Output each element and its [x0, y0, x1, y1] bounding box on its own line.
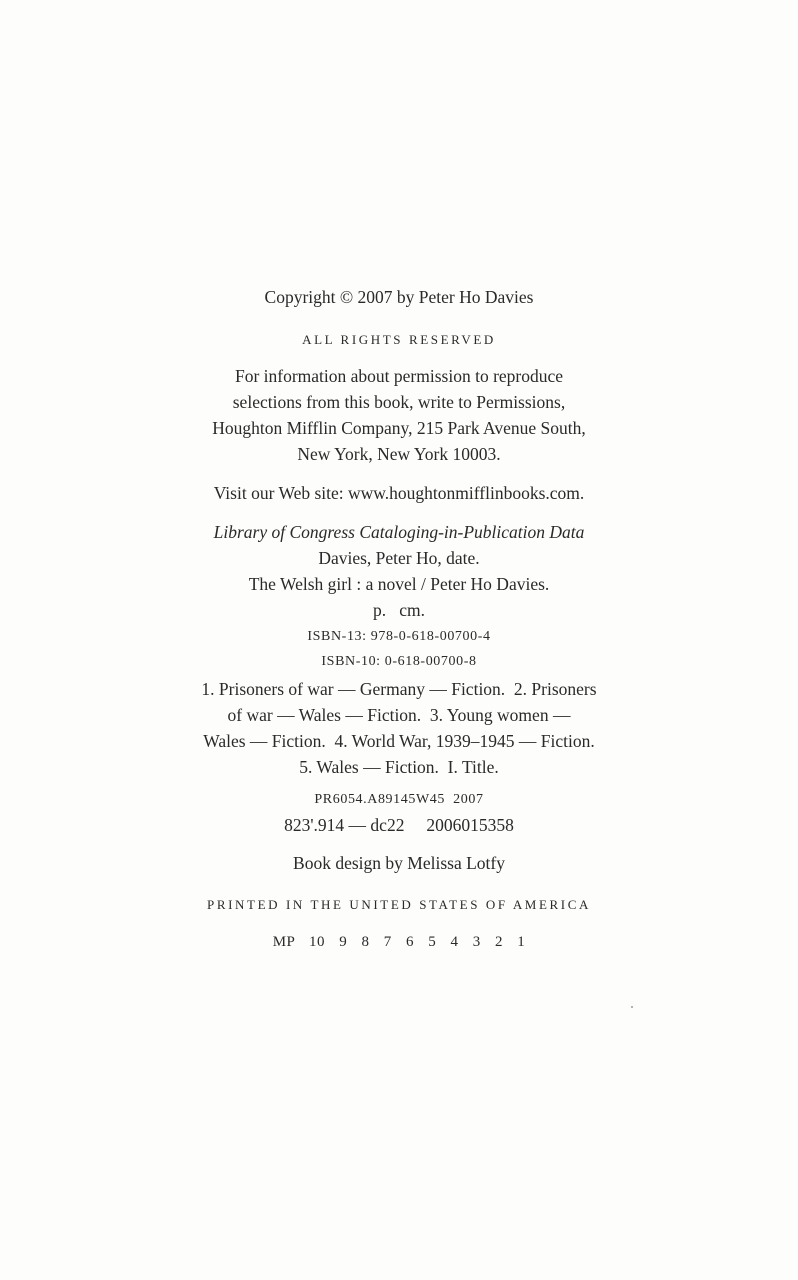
cip-heading: Library of Congress Cataloging-in-Publication Data — [213, 522, 585, 542]
permissions-line-3: Houghton Mifflin Company, 215 Park Avenue South, — [212, 418, 586, 438]
printed-in-usa: PRINTED IN THE UNITED STATES OF AMERICA — [207, 897, 591, 912]
printing-line: MP 10 9 8 7 6 5 4 3 2 1 — [272, 934, 526, 950]
copyright-line: Copyright © 2007 by Peter Ho Davies — [264, 287, 534, 307]
all-rights-reserved: ALL RIGHTS RESERVED — [302, 332, 496, 347]
cip-isbn13: ISBN-13: 978-0-618-00700-4 — [307, 629, 491, 644]
cip-isbn10: ISBN-10: 0-618-00700-8 — [321, 654, 477, 669]
cip-subjects-line-2: of war — Wales — Fiction. 3. Young women — — [227, 705, 571, 725]
website-line: Visit our Web site: www.houghtonmifflinbooks.com. — [213, 483, 585, 503]
book-design-credit: Book design by Melissa Lotfy — [293, 853, 505, 873]
cip-title: The Welsh girl : a novel / Peter Ho Davies. — [248, 574, 550, 594]
cip-subjects-line-4: 5. Wales — Fiction. I. Title. — [299, 757, 499, 777]
cip-dewey: 823'.914 — dc22 2006015358 — [284, 815, 514, 835]
permissions-line-1: For information about permission to reproduce — [234, 366, 564, 386]
cip-call-number: PR6054.A89145W45 2007 — [314, 792, 484, 807]
cip-author: Davies, Peter Ho, date. — [318, 548, 480, 568]
permissions-line-2: selections from this book, write to Permissions, — [232, 392, 566, 412]
cip-subjects-line-3: Wales — Fiction. 4. World War, 1939–1945 — Fiction. — [203, 731, 595, 751]
permissions-line-4: New York, New York 10003. — [297, 444, 501, 464]
cip-subjects-line-1: 1. Prisoners of war — Germany — Fiction. 2. Prisoners — [201, 679, 597, 699]
cip-pages: p. cm. — [372, 600, 425, 620]
speck-mark — [631, 1006, 633, 1008]
